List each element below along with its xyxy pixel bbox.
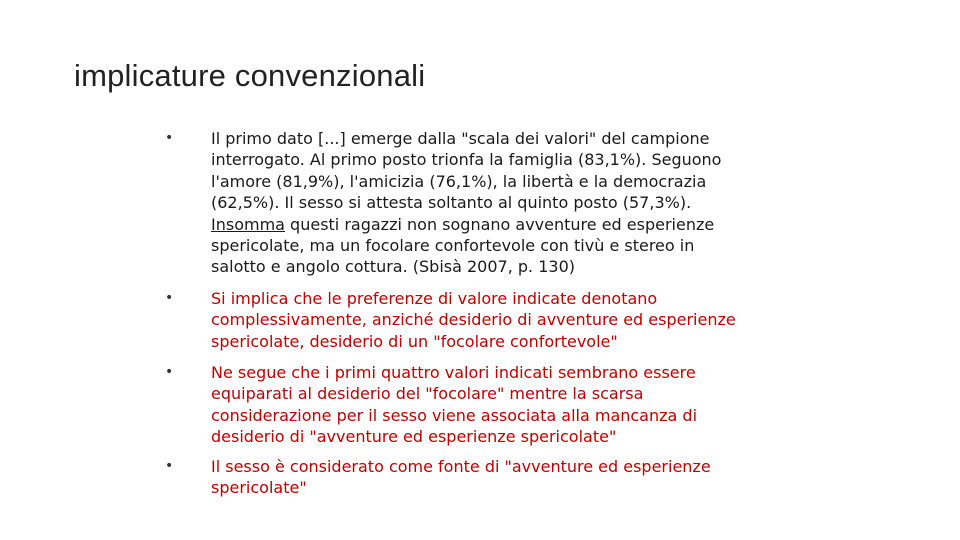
text-line: salotto e angolo cottura. (Sbisà 2007, p. 130) bbox=[211, 257, 575, 277]
text-line: (62,5%). Il sesso si attesta soltanto al quinto posto (57,3%). bbox=[211, 193, 692, 213]
text-line bbox=[211, 214, 796, 235]
text-line: spericolate" bbox=[211, 478, 307, 498]
bullet-marker: • bbox=[165, 364, 174, 380]
bullet-text-implication bbox=[211, 288, 796, 352]
bullet-text-conclusion bbox=[211, 456, 796, 499]
text-line: Si implica che le preferenze di valore indicate denotano bbox=[211, 289, 658, 308]
bullet-text-consequence bbox=[211, 362, 796, 448]
text-line: considerazione per il sesso viene associata alla mancanza di bbox=[211, 405, 698, 425]
bullet-text-quote bbox=[211, 128, 796, 278]
text-fragment: questi ragazzi non sognano avventure ed esperienze bbox=[284, 214, 715, 234]
text-line: Il primo dato [...] emerge dalla "scala dei valori" del campione bbox=[211, 129, 710, 148]
bullet-marker: • bbox=[165, 290, 174, 306]
text-line: desiderio di "avventure ed esperienze spericolate" bbox=[211, 427, 617, 447]
text-line: spericolate, ma un focolare confortevole con tivù e stereo in bbox=[211, 236, 695, 256]
text-line: complessivamente, anziché desiderio di avventure ed esperienze bbox=[211, 310, 736, 330]
bullet-marker: • bbox=[165, 130, 174, 146]
text-line: interrogato. Al primo posto trionfa la famiglia (83,1%). Seguono bbox=[211, 150, 722, 170]
text-line: Ne segue che i primi quattro valori indicati sembrano essere bbox=[211, 363, 696, 382]
underlined-word: Insomma bbox=[211, 214, 285, 234]
text-line: spericolate, desiderio di un "focolare confortevole" bbox=[211, 331, 618, 351]
text-line: Il sesso è considerato come fonte di "avventure ed esperienze bbox=[211, 457, 711, 476]
text-line: equiparati al desiderio del "focolare" mentre la scarsa bbox=[211, 384, 644, 404]
bullet-marker: • bbox=[165, 458, 174, 474]
text-line: l'amore (81,9%), l'amicizia (76,1%), la libertà e la democrazia bbox=[211, 171, 707, 191]
slide-title: implicature convenzionali bbox=[74, 58, 426, 93]
